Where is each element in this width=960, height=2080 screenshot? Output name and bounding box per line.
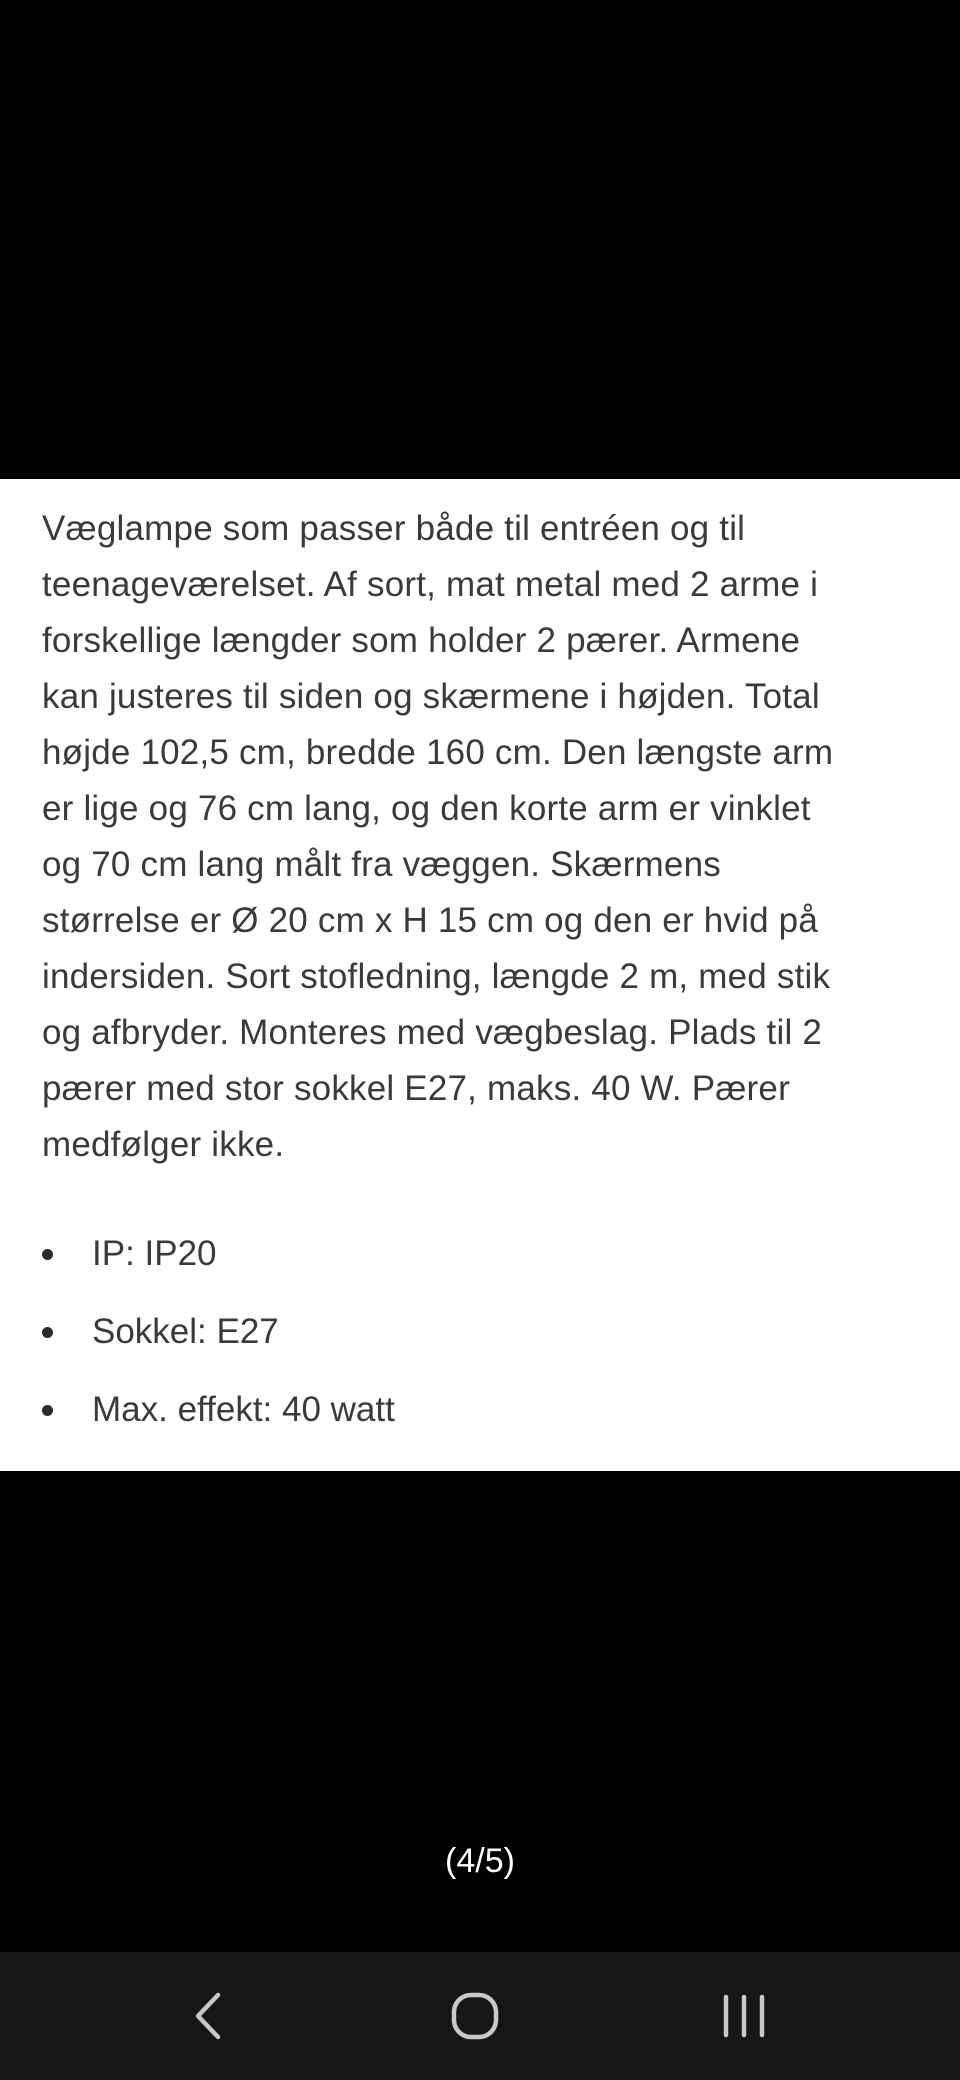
- image-viewer-top-area: [0, 0, 960, 479]
- spec-item-ip: [42, 1215, 920, 1293]
- bullet-icon: [42, 1327, 53, 1338]
- spec-item-label: IP: IP20: [92, 1234, 217, 1273]
- gallery-page-indicator: (4/5): [445, 1842, 515, 1880]
- spec-item-socket: [42, 1293, 920, 1371]
- home-button[interactable]: [385, 1952, 565, 2080]
- recent-apps-icon: [721, 1993, 767, 2039]
- bullet-icon: [42, 1249, 53, 1260]
- circle-home-icon: [450, 1991, 500, 2041]
- chevron-left-icon: [188, 1991, 228, 2041]
- spec-list: [42, 1215, 920, 1449]
- product-description-text: Væglampe som passer både til entréen og til teenageværelset. Af sort, mat metal med 2 arme i forskellige længder som holder 2 pærer. Armene kan justeres til siden og skærmene i højden. Total højde 102,5 cm, bredde 160 cm. Den længste arm er lige og 76 cm lang, og den korte arm er vinklet og 70 cm lang målt fra væggen. Skærmens størrelse er Ø 20 cm x H 15 cm og den er hvid på indersiden. Sort stofledning, længde 2 m, med stik og afbryder. Monteres med vægbeslag. Plads til 2 pærer med stor sokkel E27, maks. 40 W. Pærer medfølger ikke.: [42, 509, 834, 1164]
- recent-apps-button[interactable]: [654, 1952, 834, 2080]
- spec-item-label: Max. effekt: 40 watt: [92, 1390, 395, 1429]
- bullet-icon: [42, 1405, 53, 1416]
- spec-item-max-effect: [42, 1371, 920, 1449]
- product-description-card: [0, 479, 960, 1471]
- back-button[interactable]: [118, 1952, 298, 2080]
- system-navigation-bar: [0, 1952, 960, 2080]
- spec-item-label: Sokkel: E27: [92, 1312, 279, 1351]
